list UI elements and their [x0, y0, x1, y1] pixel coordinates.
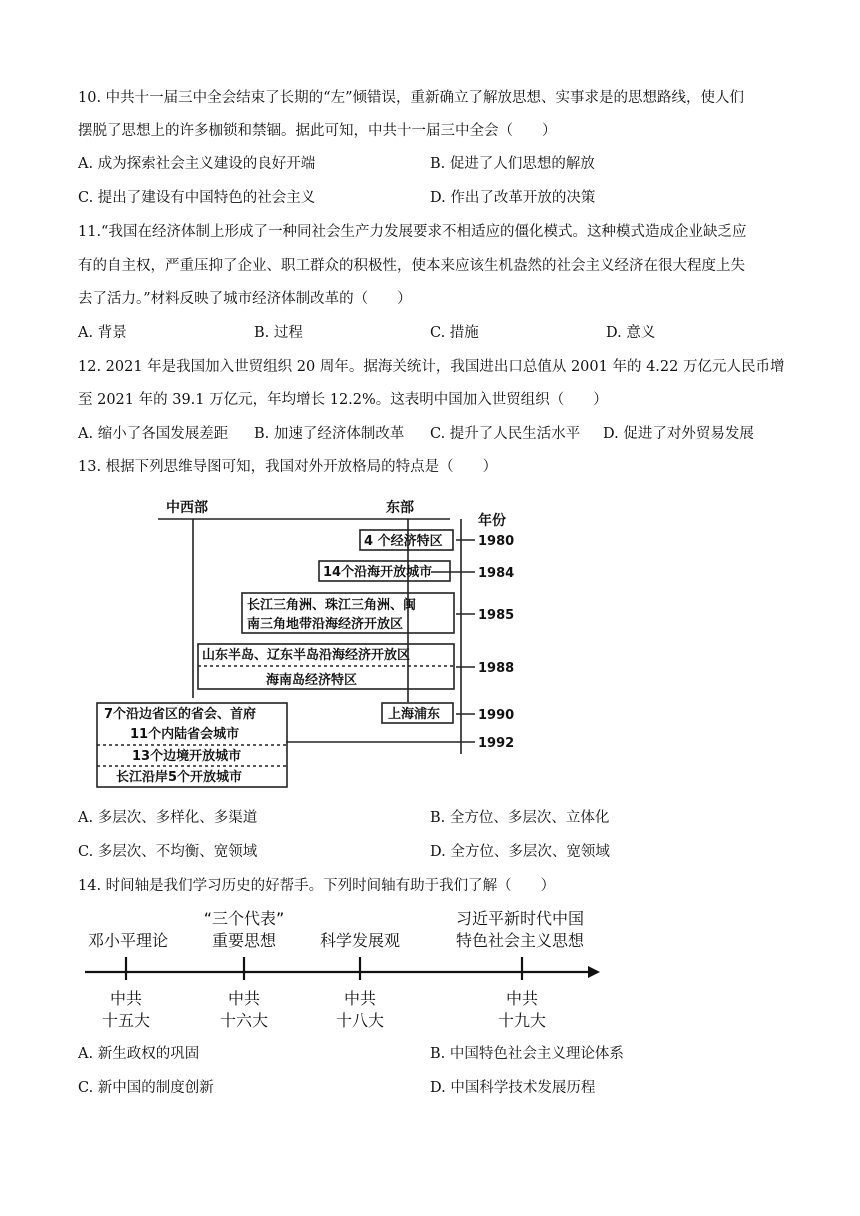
q10-stem-line2: 摆脱了思想上的许多枷锁和禁锢。据此可知，中共十一届三中全会（ ）	[78, 123, 557, 139]
q12-option-b[interactable]: B. 加速了经济体制改革	[254, 426, 405, 442]
q10-option-a[interactable]: A. 成为探索社会主义建设的良好开端	[78, 156, 316, 172]
t4-top1: 习近平新时代中国	[455, 909, 585, 928]
q12-stem-line1: 12. 2021 年是我国加入世贸组织 20 周年。据海关统计，我国进出口总值从 2001 年的 4.22 万亿元人民币增	[78, 359, 785, 375]
q14-option-a[interactable]: A. 新生政权的巩固	[78, 1046, 200, 1062]
q11-stem-line2: 有的自主权，严重压抑了企业、职工群众的积极性，使本来应该生机盎然的社会主义经济在很大程度上失	[78, 258, 745, 274]
q11-stem-line3: 去了活力。”材料反映了城市经济体制改革的（ ）	[78, 291, 412, 307]
box6d-text: 长江沿岸5个开放城市	[116, 770, 243, 785]
col-year-label: 年份	[478, 513, 506, 529]
t4-top2: 特色社会主义思想	[455, 931, 585, 950]
t3-top: 科学发展观	[319, 931, 401, 950]
year-1988: 1988	[478, 661, 515, 676]
box6b-text: 11个内陆省会城市	[130, 727, 240, 742]
box6c-text: 13个边境开放城市	[132, 749, 242, 764]
q14-option-d[interactable]: D. 中国科学技术发展历程	[430, 1080, 596, 1096]
box4b-text: 海南岛经济特区	[266, 673, 358, 688]
q14-option-b[interactable]: B. 中国特色社会主义理论体系	[430, 1046, 624, 1062]
q14-stem: 14. 时间轴是我们学习历史的好帮手。下列时间轴有助于我们了解（ ）	[78, 878, 556, 894]
box5-text: 上海浦东	[388, 707, 441, 722]
q13-option-c[interactable]: C. 多层次、不均衡、宽领域	[78, 844, 258, 860]
q13-stem: 13. 根据下列思维导图可知，我国对外开放格局的特点是（ ）	[78, 459, 498, 475]
year-1990: 1990	[478, 708, 515, 723]
box4a-text: 山东半岛、辽东半岛沿海经济开放区	[202, 648, 411, 663]
col-west-label: 中西部	[166, 500, 208, 516]
t4-b1: 中共	[505, 989, 539, 1008]
box3b-text: 南三角地带沿海经济开放区	[247, 617, 404, 632]
q11-option-b[interactable]: B. 过程	[254, 325, 303, 341]
q12-option-d[interactable]: D. 促进了对外贸易发展	[603, 426, 754, 442]
t1-b1: 中共	[109, 989, 143, 1008]
t1-top: 邓小平理论	[87, 931, 169, 950]
year-1980: 1980	[478, 534, 515, 549]
q12-option-c[interactable]: C. 提升了人民生活水平	[430, 426, 581, 442]
q10-option-b[interactable]: B. 促进了人们思想的解放	[430, 156, 595, 172]
box3a-text: 长江三角洲、珠江三角洲、闽	[247, 598, 417, 613]
col-east-label: 东部	[386, 500, 414, 516]
box2-text: 14个沿海开放城市	[323, 565, 433, 580]
q11-option-c[interactable]: C. 措施	[430, 325, 479, 341]
box6a-text: 7个沿边省区的省会、首府	[104, 707, 257, 722]
q10-option-c[interactable]: C. 提出了建设有中国特色的社会主义	[78, 190, 316, 206]
q13-option-a[interactable]: A. 多层次、多样化、多渠道	[78, 810, 258, 826]
q10-stem-line1: 10. 中共十一届三中全会结束了长期的“左”倾错误，重新确立了解放思想、实事求是的思想路线，使人们	[78, 90, 744, 106]
q11-option-a[interactable]: A. 背景	[78, 325, 127, 341]
t2-b1: 中共	[227, 989, 261, 1008]
year-1992: 1992	[478, 736, 515, 751]
t2-top2: 重要思想	[211, 931, 277, 950]
q11-option-d[interactable]: D. 意义	[606, 325, 656, 341]
q13-option-b[interactable]: B. 全方位、多层次、立体化	[430, 810, 610, 826]
timeline-arrow-icon	[588, 966, 600, 978]
q11-stem-line1: 11.“我国在经济体制上形成了一种同社会生产力发展要求不相适应的僵化模式。这种模式造成企业缺乏应	[78, 224, 747, 240]
box1-text: 4 个经济特区	[364, 534, 443, 549]
q12-stem-line2: 至 2021 年的 39.1 万亿元，年均增长 12.2%。这表明中国加入世贸组织（ ）	[78, 392, 608, 408]
t1-b2: 十五大	[101, 1011, 151, 1030]
t3-b2: 十八大	[335, 1011, 385, 1030]
q10-option-d[interactable]: D. 作出了改革开放的决策	[430, 190, 596, 206]
q12-option-a[interactable]: A. 缩小了各国发展差距	[78, 426, 229, 442]
q13-option-d[interactable]: D. 全方位、多层次、宽领域	[430, 844, 610, 860]
t3-b1: 中共	[343, 989, 377, 1008]
q14-option-c[interactable]: C. 新中国的制度创新	[78, 1080, 214, 1096]
t4-b2: 十九大	[497, 1011, 547, 1030]
opening-up-mind-map	[90, 492, 530, 792]
year-1985: 1985	[478, 608, 515, 623]
t2-top1: “三个代表”	[203, 909, 285, 928]
theory-timeline	[80, 902, 610, 1032]
year-1984: 1984	[478, 566, 515, 581]
t2-b2: 十六大	[219, 1011, 269, 1030]
